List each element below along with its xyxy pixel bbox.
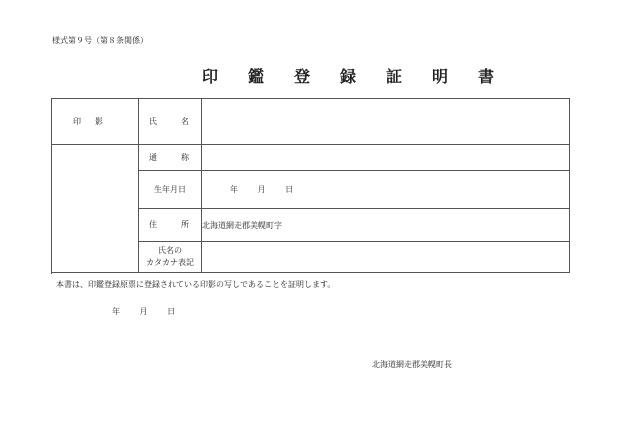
title-char: 鑑: [247, 67, 264, 86]
title-char: 明: [431, 67, 448, 86]
common-name-label: 通 称: [139, 145, 202, 171]
katakana-label-line2: カタカナ表記: [146, 258, 194, 268]
date-of-birth-label: 生年月日: [139, 171, 202, 209]
date-of-birth-field: [202, 171, 570, 209]
certification-statement: 本書は、印鑑登録原票に登録されている印影の写しであることを証明します。: [56, 280, 336, 289]
title-char: 印: [201, 67, 218, 86]
issuer-name: 北海道網走郡美幌町長: [372, 360, 452, 369]
name-field: [202, 99, 570, 145]
issue-year-unit: 年: [112, 307, 120, 316]
issue-date: [112, 306, 192, 317]
title-char: 登: [293, 67, 310, 86]
title-char: 録: [339, 67, 356, 86]
name-label: 氏 名: [139, 99, 202, 145]
issue-day-unit: 日: [167, 307, 176, 316]
address-label: 住 所: [139, 208, 202, 241]
seal-impression-box: [52, 145, 139, 273]
katakana-name-label: [139, 242, 202, 273]
issue-month-unit: 月: [139, 307, 148, 316]
certificate-table: [51, 98, 570, 273]
katakana-name-field: [202, 242, 570, 273]
dob-year-unit: 年: [230, 185, 238, 195]
form-number: 様式第９号（第８条関係）: [52, 36, 148, 45]
title-char: 証: [385, 67, 402, 86]
common-name-field: [202, 145, 570, 171]
dob-day-unit: 日: [285, 185, 294, 195]
dob-month-unit: 月: [257, 185, 266, 195]
katakana-label-line1: 氏名の: [158, 246, 182, 256]
title-char: 書: [477, 67, 494, 86]
seal-impression-label: 印影: [52, 99, 139, 145]
document-title: [200, 64, 500, 86]
address-field: 北海道網走郡美幌町字: [202, 208, 570, 241]
